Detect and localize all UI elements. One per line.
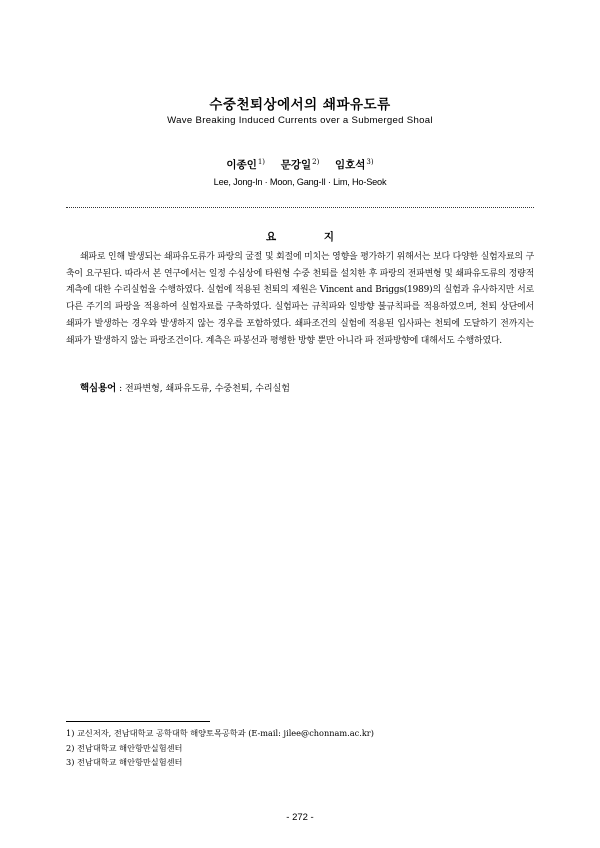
- footnote-rule: [66, 721, 210, 722]
- keywords-line: [80, 380, 534, 394]
- author-mark: 2): [312, 158, 320, 166]
- author-name: 이종인: [226, 159, 257, 171]
- section-divider: [66, 207, 534, 208]
- keywords-items: 전파변형, 쇄파유도류, 수중천퇴, 수리실험: [125, 384, 290, 394]
- author-mark: 1): [257, 158, 266, 166]
- paper-title-korean: 수중천퇴상에서의 쇄파유도류: [209, 97, 391, 113]
- paper-title-english: Wave Breaking Induced Currents over a Submerged Shoal: [167, 115, 433, 126]
- abstract-heading: 요 지: [266, 231, 356, 243]
- keywords-label: 핵심용어: [80, 383, 117, 394]
- author-mark: 3): [366, 158, 374, 166]
- footnotes: [66, 726, 534, 770]
- authors-korean: [0, 157, 600, 172]
- abstract-body: 쇄파로 인해 발생되는 쇄파유도류가 파랑의 굴절 및 회절에 미치는 영향을 평가하기 위해서는 보다 다양한 실험자료의 구축이 요구된다. 따라서 본 연구에서는 일정 수심상에 타원형 수중 천퇴를 설치한 후 파랑의 전파변형 및 쇄파유도류의 정량적 계측에 대한 수리실험을 수행하였다. 실험에 적용된 천퇴의 제원은 Vincent and Briggs(1989)의 실험과 유사하지만 서로 다른 주기의 파랑을 적용하여 실험자료를 구축하였다. 실험파는 규칙파와 일방향 불규칙파를 적용하였으며, 천퇴 상단에서 쇄파가 발생하는 경우와 발생하지 않는 경우를 포함하였다. 쇄파조건의 실험에 적용된 입사파는 천퇴에 도달하기 전까지는 쇄파가 발생하지 않는 파랑조건이다. 계측은 파봉선과 평행한 방향 뿐만 아니라 파 전파방향에 대해서도 수행하였다.: [66, 252, 534, 346]
- footnote-item: 2) 전남대학교 해안항만실험센터: [66, 742, 183, 753]
- author-name: 문강일: [280, 159, 312, 171]
- author-name: 임호석: [334, 159, 366, 171]
- page-number: - 272 -: [286, 812, 314, 823]
- footnote-item: 3) 전남대학교 해안항만실험센터: [66, 757, 183, 767]
- authors-english: Lee, Jong-In · Moon, Gang-Il · Lim, Ho-Seok: [213, 177, 387, 187]
- keywords-separator: :: [116, 384, 125, 394]
- footnote-item: 1) 교신저자, 전남대학교 공학대학 해양토목공학과 (E-mail: jilee@chonnam.ac.kr): [66, 728, 374, 738]
